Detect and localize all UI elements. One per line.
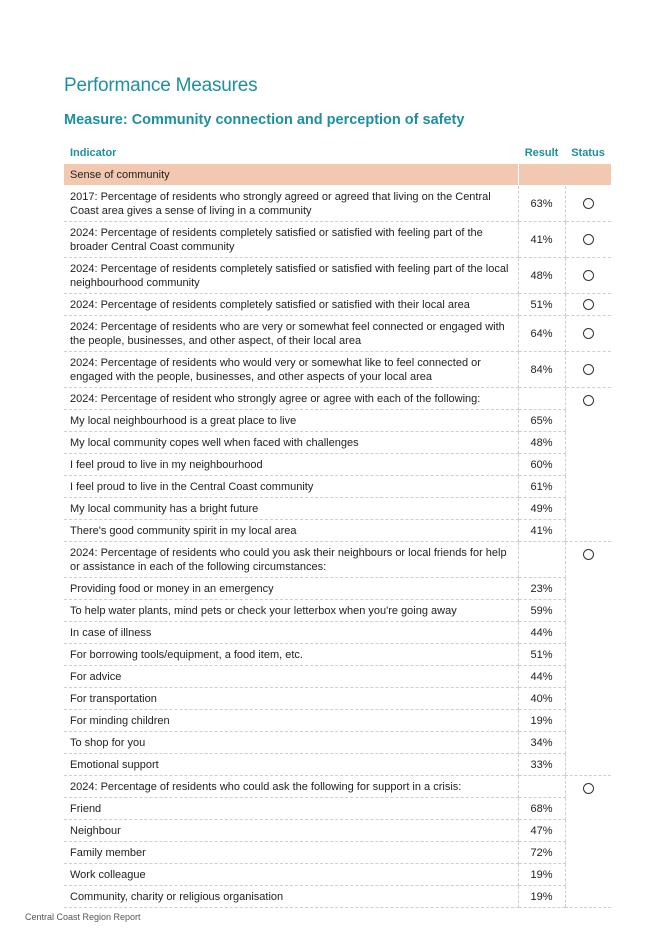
sub-indicator-row — [64, 498, 611, 520]
sub-indicator-row — [64, 432, 611, 454]
indicator-text: Providing food or money in an emergency — [64, 578, 518, 600]
indicator-text: 2017: Percentage of residents who strongly agreed or agreed that living on the Central Coast area gives a sense of living in a community — [64, 186, 518, 222]
status-circle-icon — [583, 328, 594, 339]
indicator-text: I feel proud to live in my neighbourhood — [64, 454, 518, 476]
status-circle-icon — [583, 364, 594, 375]
sub-indicator-row — [64, 454, 611, 476]
sub-indicator-row — [64, 842, 611, 864]
indicator-row — [64, 186, 611, 222]
table-body — [64, 164, 611, 908]
indicator-text: My local community copes well when faced with challenges — [64, 432, 518, 454]
sub-indicator-row — [64, 732, 611, 754]
header-status: Status — [571, 147, 605, 159]
result-value: 61% — [518, 476, 565, 498]
sub-indicator-row — [64, 886, 611, 908]
result-value: 64% — [518, 316, 565, 352]
indicator-row — [64, 316, 611, 352]
indicator-text: 2024: Percentage of residents completely satisfied or satisfied with feeling part of the local neighbourhood community — [64, 258, 518, 294]
measure-subtitle: Measure: Community connection and perception of safety — [64, 112, 465, 128]
indicator-text: 2024: Percentage of residents who could ask the following for support in a crisis: — [64, 776, 518, 798]
indicator-text: 2024: Percentage of residents who would very or somewhat like to feel connected or engaged with the people, businesses, and other aspects of your local area — [64, 352, 518, 388]
status-cell — [565, 186, 611, 222]
sub-indicator-row — [64, 476, 611, 498]
status-circle-icon — [583, 549, 594, 560]
indicator-row — [64, 294, 611, 316]
section-label: Sense of community — [64, 164, 518, 186]
indicator-text: Community, charity or religious organisation — [64, 886, 518, 908]
result-value: 47% — [518, 820, 565, 842]
result-value: 23% — [518, 578, 565, 600]
status-circle-icon — [583, 395, 594, 406]
result-value: 41% — [518, 520, 565, 542]
sub-indicator-row — [64, 798, 611, 820]
result-value — [518, 776, 565, 798]
indicator-text: 2024: Percentage of resident who strongly agree or agree with each of the following: — [64, 388, 518, 410]
indicator-row — [64, 542, 611, 578]
section-result-cell — [518, 164, 565, 186]
indicator-text: My local neighbourhood is a great place to live — [64, 410, 518, 432]
indicator-text: For borrowing tools/equipment, a food item, etc. — [64, 644, 518, 666]
sub-indicator-row — [64, 578, 611, 600]
indicator-row — [64, 388, 611, 410]
status-cell — [565, 222, 611, 258]
header-result: Result — [524, 147, 559, 159]
indicator-text: Work colleague — [64, 864, 518, 886]
result-value: 19% — [518, 886, 565, 908]
result-value: 48% — [518, 258, 565, 294]
result-value: 51% — [518, 644, 565, 666]
sub-indicator-row — [64, 622, 611, 644]
performance-table — [64, 143, 611, 908]
result-value: 44% — [518, 666, 565, 688]
indicator-text: 2024: Percentage of residents who could you ask their neighbours or local friends for help or assistance in each of the following circumstances: — [64, 542, 518, 578]
indicator-row — [64, 352, 611, 388]
indicator-text: Neighbour — [64, 820, 518, 842]
indicator-text: To help water plants, mind pets or check your letterbox when you're going away — [64, 600, 518, 622]
result-value: 44% — [518, 622, 565, 644]
result-value: 63% — [518, 186, 565, 222]
indicator-text: Family member — [64, 842, 518, 864]
status-cell — [565, 258, 611, 294]
indicator-text: In case of illness — [64, 622, 518, 644]
result-value — [518, 388, 565, 410]
result-value: 19% — [518, 710, 565, 732]
section-row — [64, 164, 611, 186]
status-circle-icon — [583, 783, 594, 794]
header-indicator: Indicator — [70, 147, 117, 159]
result-value: 68% — [518, 798, 565, 820]
indicator-text: 2024: Percentage of residents completely satisfied or satisfied with their local area — [64, 294, 518, 316]
indicator-row — [64, 222, 611, 258]
status-circle-icon — [583, 270, 594, 281]
indicator-text: Friend — [64, 798, 518, 820]
status-cell — [565, 352, 611, 388]
indicator-text: There's good community spirit in my local area — [64, 520, 518, 542]
sub-indicator-row — [64, 864, 611, 886]
indicator-text: For transportation — [64, 688, 518, 710]
result-value: 72% — [518, 842, 565, 864]
result-value: 65% — [518, 410, 565, 432]
status-cell — [565, 316, 611, 352]
status-circle-icon — [583, 234, 594, 245]
result-value — [518, 542, 565, 578]
result-value: 33% — [518, 754, 565, 776]
status-circle-icon — [583, 299, 594, 310]
section-status-cell — [565, 164, 611, 186]
sub-indicator-row — [64, 710, 611, 732]
result-value: 51% — [518, 294, 565, 316]
status-circle-icon — [583, 198, 594, 209]
indicator-text: Emotional support — [64, 754, 518, 776]
page-footer: Central Coast Region Report — [25, 912, 141, 922]
indicator-text: 2024: Percentage of residents completely satisfied or satisfied with feeling part of the broader Central Coast community — [64, 222, 518, 258]
indicator-row — [64, 258, 611, 294]
result-value: 34% — [518, 732, 565, 754]
result-value: 60% — [518, 454, 565, 476]
indicator-text: I feel proud to live in the Central Coast community — [64, 476, 518, 498]
indicator-text: 2024: Percentage of residents who are very or somewhat feel connected or engaged with the people, businesses, and other aspect, of their local area — [64, 316, 518, 352]
page-title: Performance Measures — [64, 75, 258, 96]
indicator-row — [64, 776, 611, 798]
table-header — [64, 143, 611, 164]
indicator-text: For advice — [64, 666, 518, 688]
result-value: 84% — [518, 352, 565, 388]
result-value: 48% — [518, 432, 565, 454]
sub-indicator-row — [64, 600, 611, 622]
sub-indicator-row — [64, 754, 611, 776]
result-value: 49% — [518, 498, 565, 520]
sub-indicator-row — [64, 820, 611, 842]
sub-indicator-row — [64, 644, 611, 666]
sub-indicator-row — [64, 410, 611, 432]
status-cell — [565, 294, 611, 316]
result-value: 19% — [518, 864, 565, 886]
indicator-text: For minding children — [64, 710, 518, 732]
sub-indicator-row — [64, 520, 611, 542]
indicator-text: My local community has a bright future — [64, 498, 518, 520]
indicator-text: To shop for you — [64, 732, 518, 754]
result-value: 40% — [518, 688, 565, 710]
status-cell — [565, 776, 611, 908]
status-cell — [565, 542, 611, 776]
sub-indicator-row — [64, 666, 611, 688]
sub-indicator-row — [64, 688, 611, 710]
status-cell — [565, 388, 611, 542]
result-value: 59% — [518, 600, 565, 622]
result-value: 41% — [518, 222, 565, 258]
